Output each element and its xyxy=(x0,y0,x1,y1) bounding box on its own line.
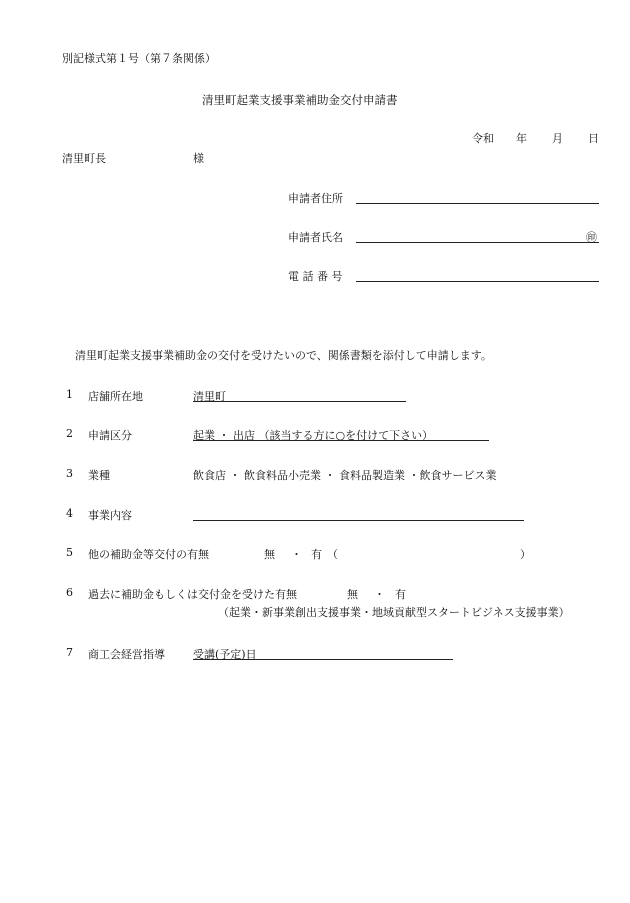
item-5-dot: ・ xyxy=(291,548,302,561)
item-4-field[interactable] xyxy=(193,520,524,521)
seal-mark: ㊞ xyxy=(586,231,597,244)
item-7-number: 7 xyxy=(66,646,73,659)
item-1-label: 店舗所在地 xyxy=(88,390,143,403)
item-6-number: 6 xyxy=(66,586,73,599)
item-6-note: （起業・新事業創出支援事業・地域貢献型スタートビジネス支援事業） xyxy=(218,606,570,619)
item-5-number: 5 xyxy=(66,546,73,559)
item-6-yes[interactable]: 有 xyxy=(395,588,406,601)
item-6-none[interactable]: 無 xyxy=(347,588,358,601)
applicant-phone-label: 電 話 番 号 xyxy=(288,270,343,283)
item-3-value: 飲食店 ・ 飲食料品小売業 ・ 食料品製造業 ・飲食サービス業 xyxy=(193,469,497,482)
honorific: 様 xyxy=(193,152,204,165)
date-year: 年 xyxy=(516,132,527,145)
item-5-close-paren: ） xyxy=(520,548,531,561)
item-5-open-paren: （ xyxy=(327,548,338,561)
item-4-number: 4 xyxy=(66,507,73,520)
item-7-value: 受講(予定)日 xyxy=(193,648,257,661)
item-4-label: 事業内容 xyxy=(88,509,132,522)
item-2-number: 2 xyxy=(66,427,73,440)
applicant-address-label: 申請者住所 xyxy=(288,192,343,205)
item-2-label: 申請区分 xyxy=(88,429,132,442)
item-5-yes[interactable]: 有 xyxy=(311,548,322,561)
item-3-number: 3 xyxy=(66,467,73,480)
page-title: 清里町起業支援事業補助金交付申請書 xyxy=(202,93,398,107)
applicant-name-field[interactable] xyxy=(356,242,599,243)
item-6-dot: ・ xyxy=(374,588,385,601)
item-5-label: 他の補助金等交付の有無 xyxy=(88,548,209,561)
item-7-label: 商工会経営指導 xyxy=(88,648,165,661)
applicant-name-label: 申請者氏名 xyxy=(288,231,343,244)
item-6-label: 過去に補助金もしくは交付金を受けた有無 xyxy=(88,588,297,601)
item-1-field[interactable] xyxy=(193,401,406,402)
date-era: 令和 xyxy=(472,132,494,145)
item-2-field[interactable] xyxy=(193,440,489,441)
applicant-address-field[interactable] xyxy=(356,203,599,204)
intro-text: 清里町起業支援事業補助金の交付を受けたいので、関係書類を添付して申請します。 xyxy=(75,349,492,362)
addressee: 清里町長 xyxy=(62,152,106,165)
item-7-field[interactable] xyxy=(193,659,453,660)
date-month: 月 xyxy=(552,132,563,145)
date-day: 日 xyxy=(588,132,599,145)
form-number: 別記様式第１号（第７条関係） xyxy=(62,52,216,65)
item-5-none[interactable]: 無 xyxy=(264,548,275,561)
applicant-phone-field[interactable] xyxy=(356,281,599,282)
item-1-value: 清里町 xyxy=(193,390,226,403)
item-3-label: 業種 xyxy=(88,469,110,482)
item-1-number: 1 xyxy=(66,388,73,401)
item-2-value: 起業 ・ 出店 （該当する方に○を付けて下さい） xyxy=(193,429,434,442)
